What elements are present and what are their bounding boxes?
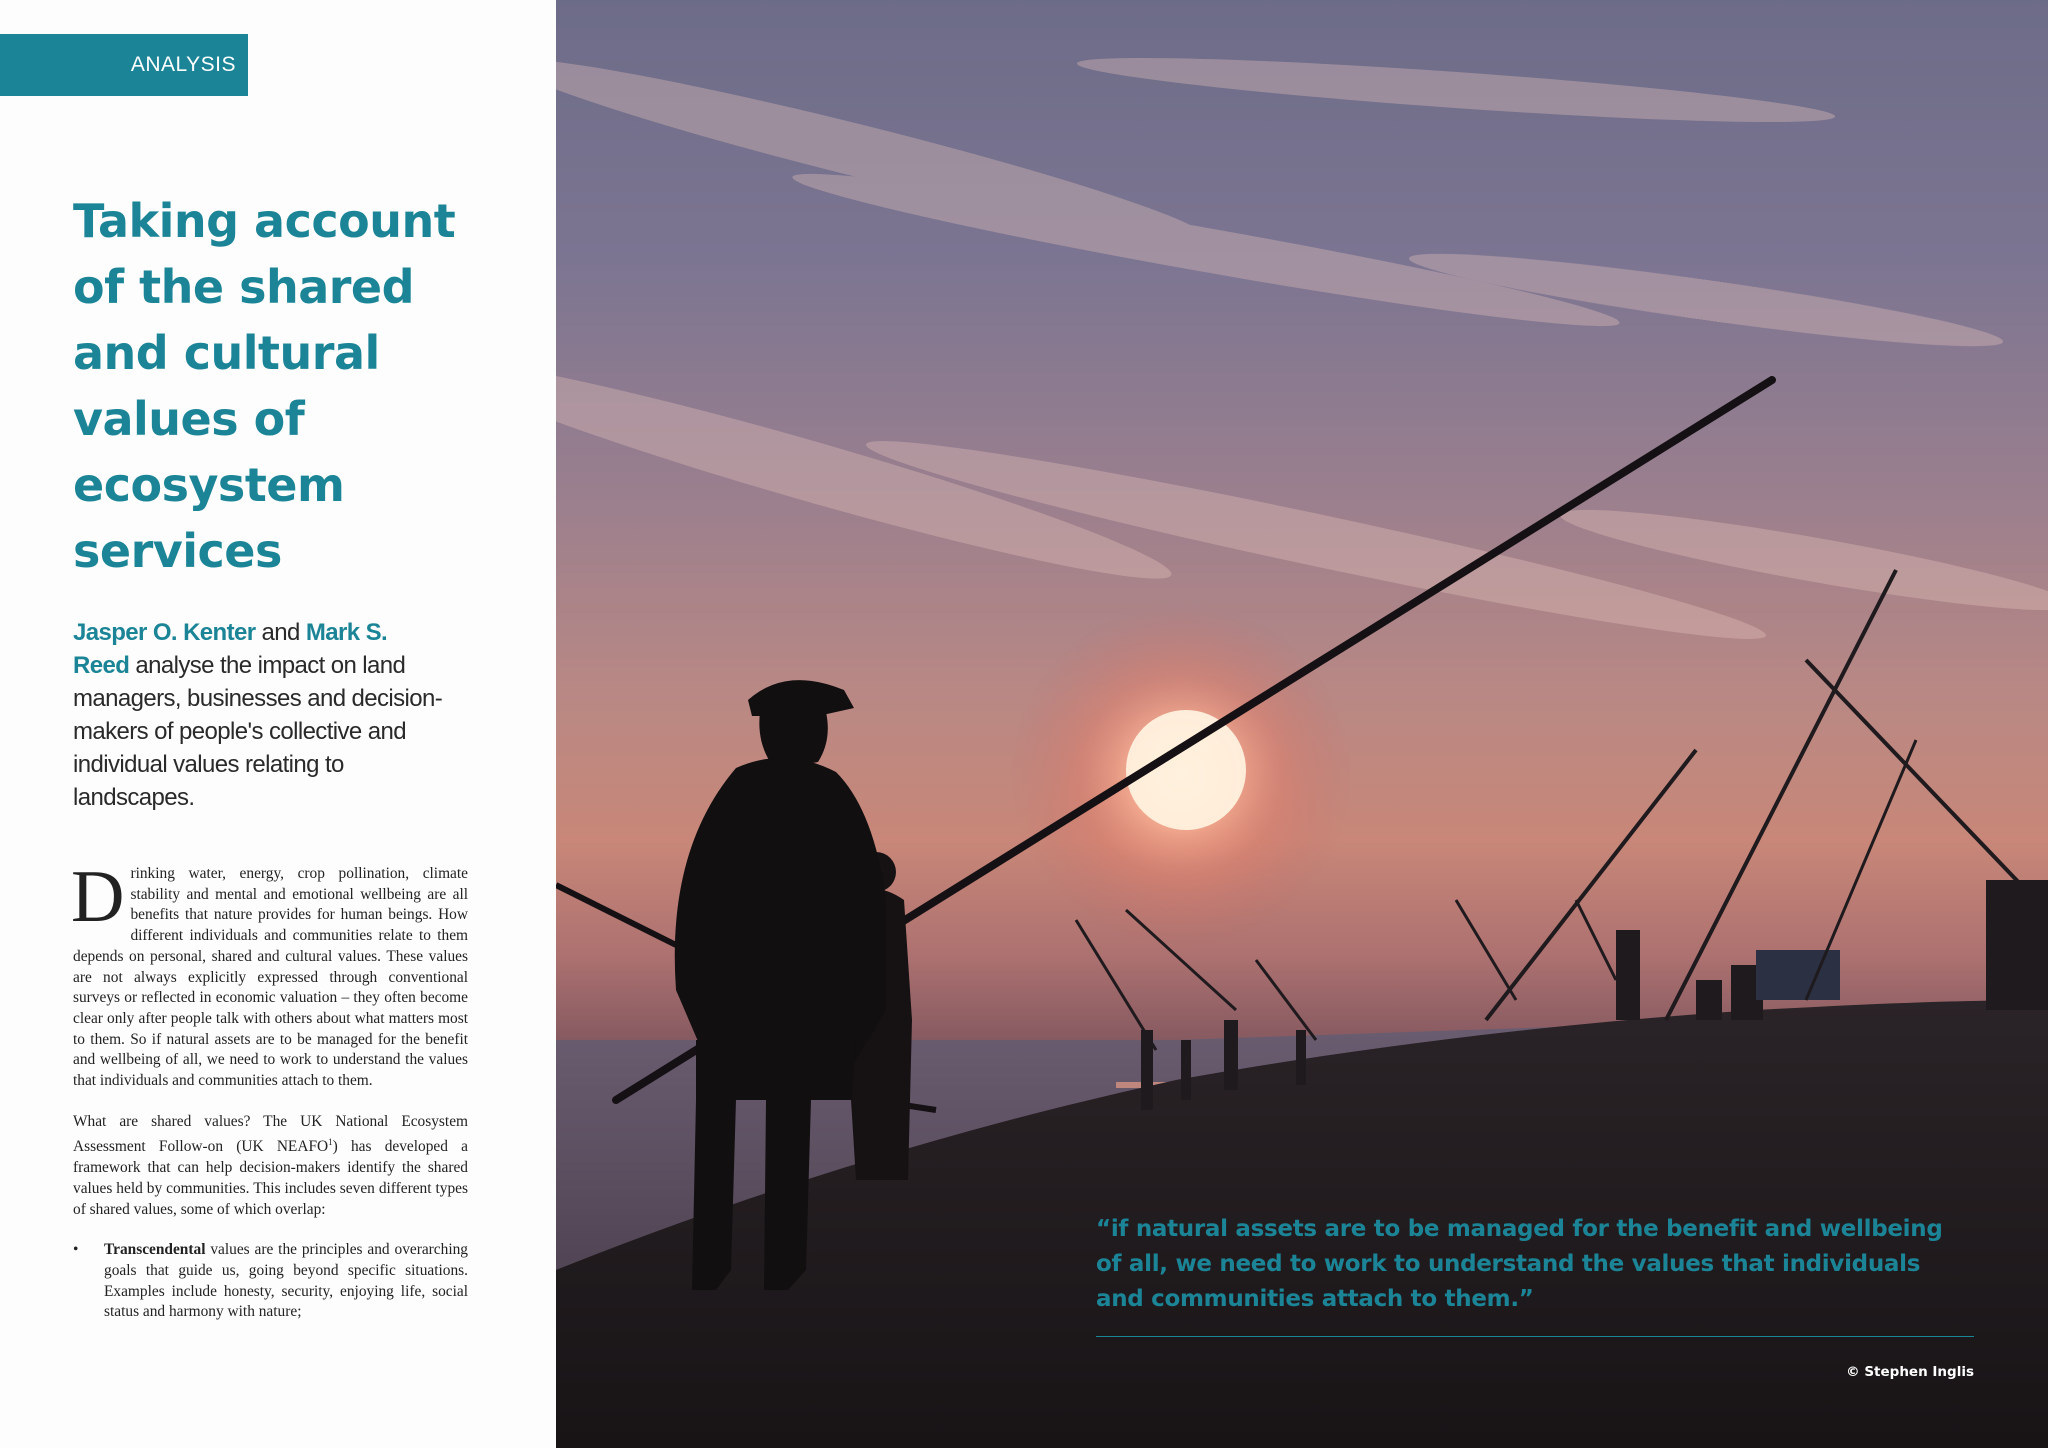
footnote-marker: 1 bbox=[328, 1137, 333, 1148]
standfirst bbox=[73, 616, 443, 814]
body-paragraph bbox=[73, 1112, 468, 1221]
drop-cap: D bbox=[71, 856, 125, 938]
list-item-term: Transcendental bbox=[104, 1241, 206, 1259]
cloud-streaks bbox=[556, 38, 2048, 661]
paragraph-text: ) has developed a framework that can help decision-makers identify the shared values held by communities. This includes seven different types of shared values, some of which overlap: bbox=[73, 1138, 468, 1218]
author-name: Jasper O. Kenter bbox=[73, 619, 256, 646]
section-label: ANALYSIS bbox=[0, 34, 248, 96]
standfirst-connector: and bbox=[255, 619, 306, 646]
article-body bbox=[71, 856, 468, 1323]
paragraph-text: What are shared values? The UK National Ecosystem Assessment Follow-on (UK NEAFO bbox=[73, 1112, 468, 1156]
quote-divider bbox=[1096, 1336, 1974, 1337]
article-text-column bbox=[0, 0, 556, 1448]
body-paragraph bbox=[71, 856, 468, 1092]
standfirst-text: analyse the impact on land managers, businesses and decision-makers of people's collective and individual values relating to landscapes. bbox=[73, 652, 443, 811]
bullet-marker: • bbox=[73, 1241, 79, 1259]
pull-quote: “if natural assets are to be managed for the benefit and wellbeing of all, we need to work to understand the values that individuals and communities attach to them.” bbox=[1096, 1216, 1943, 1312]
value-types-list bbox=[73, 1240, 468, 1323]
sunset-fishing-photo bbox=[556, 0, 2048, 1448]
author-name: Mark S. Reed bbox=[73, 619, 388, 679]
list-item-text: values are the principles and overarching goals that guide us, going beyond specific situations. Examples include honesty, security, enjoying life, social status and harmony with nature; bbox=[104, 1241, 468, 1321]
paragraph-text: rinking water, energy, crop pollination, climate stability and mental and emotional wellbeing are all benefits that nature provides for human beings. How different individuals and communities relate to them depends on personal, shared and cultural values. These values are not always explicitly expressed through conventional surveys or reflected in economic valuation – they often become clear only after people talk with others about what matters most to them. So if natural assets are to be managed for the benefit and wellbeing of all, we need to work to understand the values that individuals and communities attach to them. bbox=[73, 865, 468, 1090]
article-title: Taking account of the shared and cultural values of ecosystem services bbox=[73, 194, 456, 578]
fishing-rod-secondary bbox=[556, 885, 676, 945]
photo-credit: © Stephen Inglis bbox=[1846, 1364, 1974, 1380]
list-item bbox=[73, 1240, 468, 1323]
